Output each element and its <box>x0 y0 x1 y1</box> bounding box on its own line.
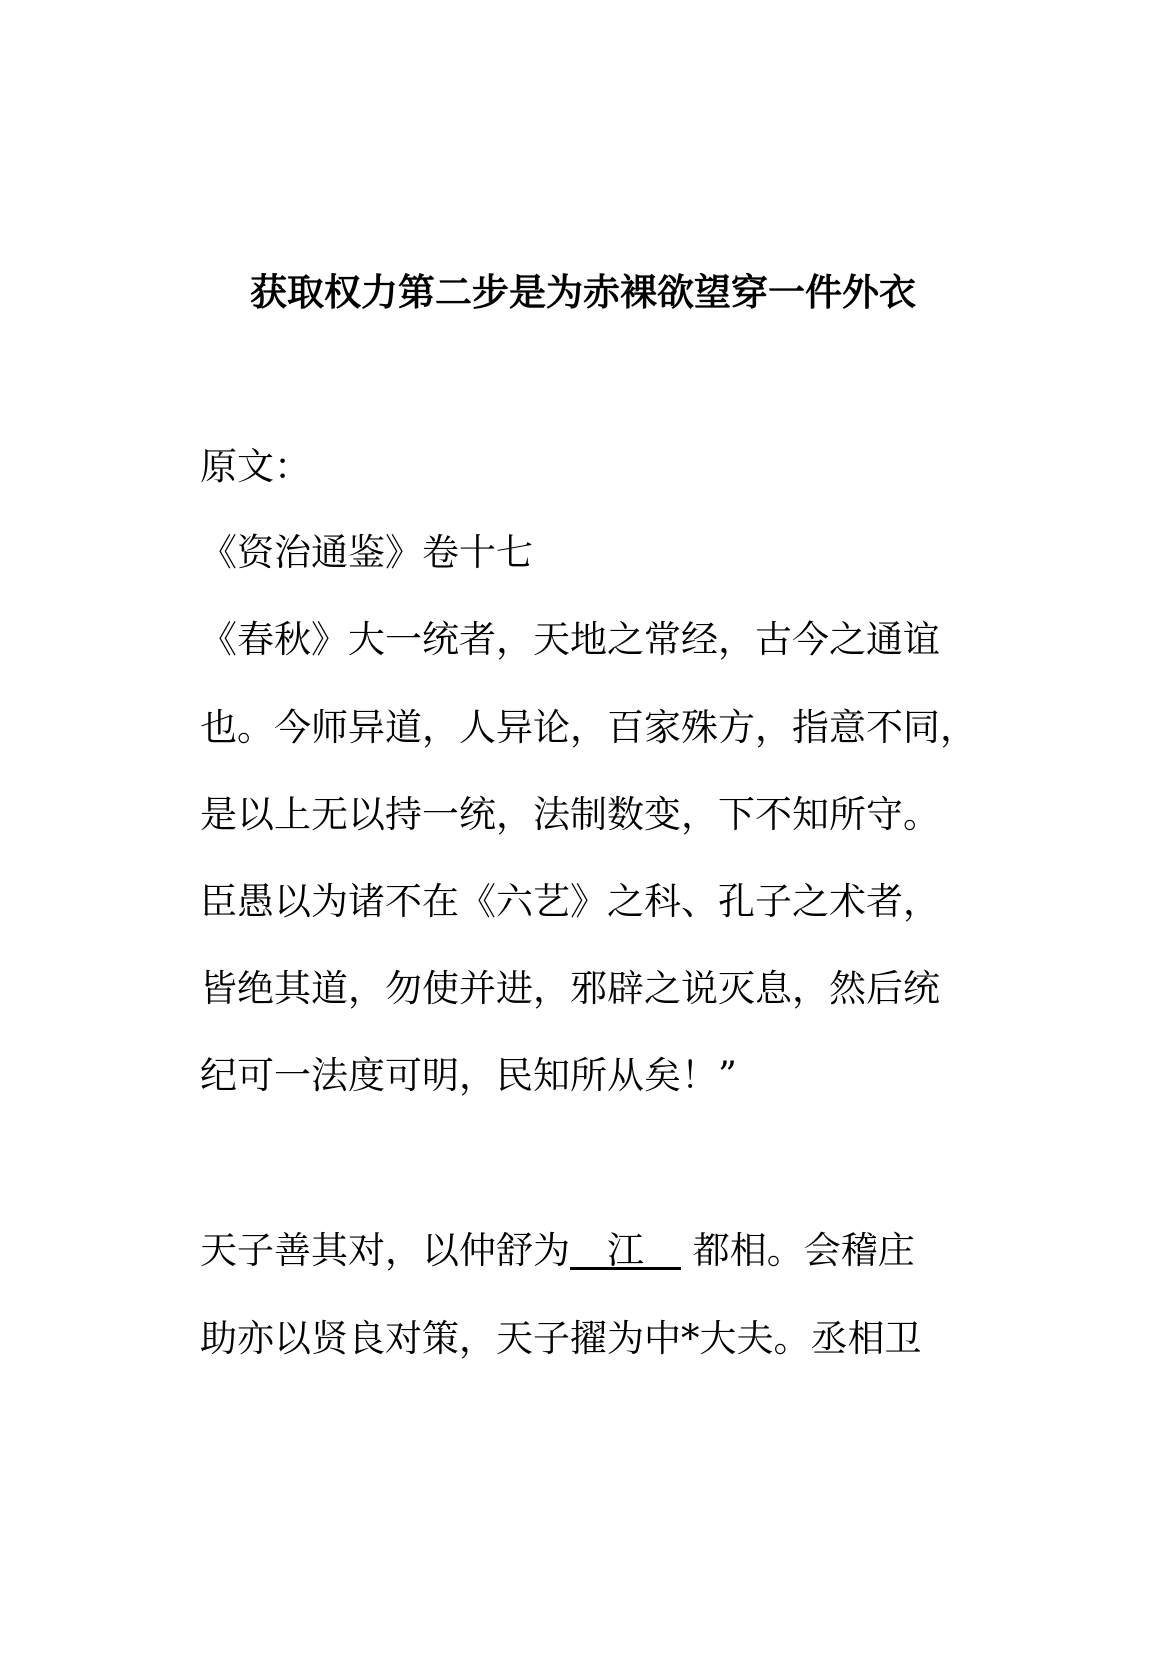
text-line: 《资治通鉴》卷十七 <box>200 531 533 574</box>
text-line: 皆绝其道，勿使并进，邪辟之说灭息，然后统 <box>200 967 940 1010</box>
text-line: 臣愚以为诸不在《六艺》之科、孔子之术者， <box>200 880 940 923</box>
text-line <box>200 1226 1000 1276</box>
document-title: 获取权力第二步是为赤裸欲望穿一件外衣 <box>250 270 916 314</box>
text-line: 助亦以贤良对策，天子擢为中*大夫。丞相卫 <box>200 1317 922 1360</box>
underlined-blank: 江 <box>607 1229 644 1272</box>
text-line: 也。今师异道，人异论，百家殊方，指意不同， <box>200 706 977 749</box>
text-segment: 天子善其对，以仲舒为 <box>200 1229 570 1272</box>
text-line: 原文： <box>200 445 311 488</box>
text-segment: 都相。会稽庄 <box>681 1229 915 1272</box>
text-line: 《春秋》大一统者，天地之常经，古今之通谊 <box>200 618 940 661</box>
text-line: 纪可一法度可明，民知所从矣！” <box>200 1054 737 1097</box>
text-line: 是以上无以持一统，法制数变，下不知所守。 <box>200 793 940 836</box>
